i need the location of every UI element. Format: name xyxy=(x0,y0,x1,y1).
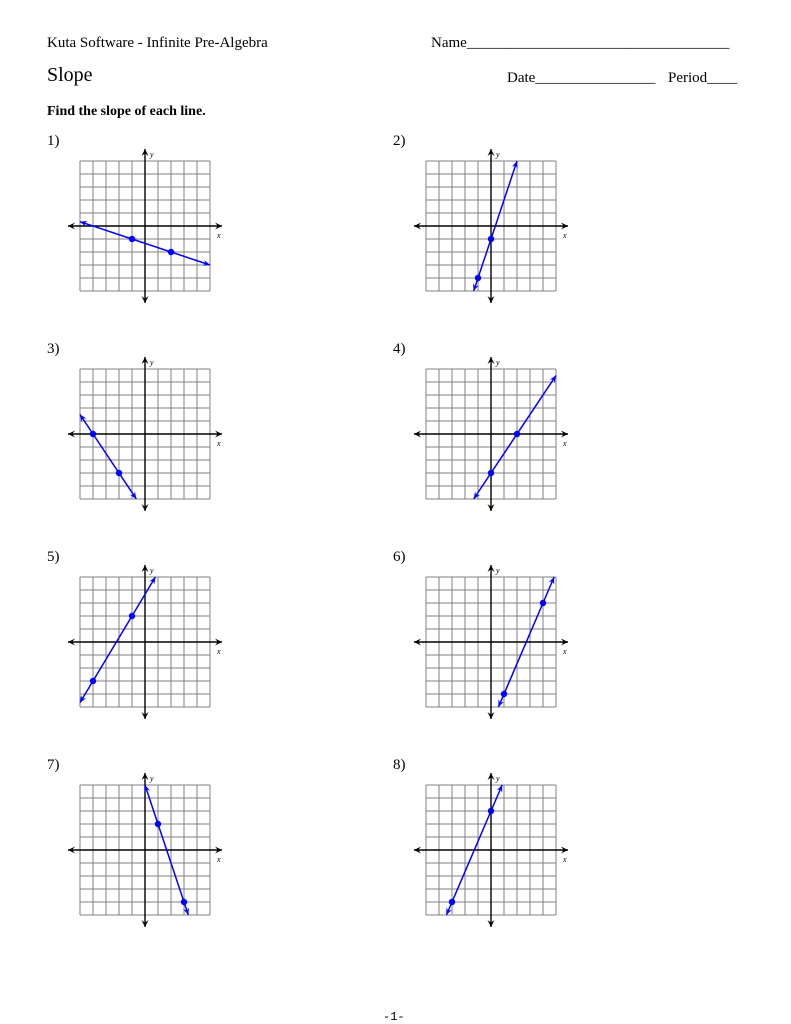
period-field[interactable]: Period____ xyxy=(668,70,738,86)
slope-line xyxy=(80,577,155,703)
worksheet-title: Slope xyxy=(47,64,93,86)
x-axis-label: x xyxy=(217,647,221,656)
problem-number: 6) xyxy=(393,549,406,565)
x-axis-label: x xyxy=(217,231,221,240)
problem-number: 8) xyxy=(393,757,406,773)
line-point xyxy=(129,236,135,242)
coordinate-graph xyxy=(408,351,574,517)
problem-number: 5) xyxy=(47,549,60,565)
line-arrow-icon xyxy=(474,492,480,499)
y-axis-label: y xyxy=(150,358,154,367)
coordinate-graph xyxy=(408,143,574,309)
line-point xyxy=(475,275,481,281)
line-point xyxy=(449,899,455,905)
x-axis-label: x xyxy=(563,439,567,448)
problem-number: 7) xyxy=(47,757,60,773)
instructions: Find the slope of each line. xyxy=(47,104,206,119)
coordinate-graph xyxy=(62,143,228,309)
y-axis-label: y xyxy=(150,566,154,575)
line-point xyxy=(488,236,494,242)
line-point xyxy=(90,431,96,437)
x-axis-label: x xyxy=(563,855,567,864)
line-point xyxy=(181,899,187,905)
line-point xyxy=(129,613,135,619)
line-point xyxy=(90,678,96,684)
line-point xyxy=(488,470,494,476)
problem-number: 2) xyxy=(393,133,406,149)
slope-line xyxy=(474,376,556,500)
y-axis-label: y xyxy=(150,774,154,783)
y-axis-label: y xyxy=(496,150,500,159)
line-point xyxy=(168,249,174,255)
page-number: -1- xyxy=(383,1010,405,1024)
date-field[interactable]: Date________________ xyxy=(507,70,656,86)
software-title: Kuta Software - Infinite Pre-Algebra xyxy=(47,35,268,51)
coordinate-graph xyxy=(408,767,574,933)
line-point xyxy=(116,470,122,476)
coordinate-graph xyxy=(62,559,228,725)
line-point xyxy=(514,431,520,437)
y-axis-label: y xyxy=(496,358,500,367)
x-axis-label: x xyxy=(217,439,221,448)
problem-number: 4) xyxy=(393,341,406,357)
line-arrow-icon xyxy=(130,492,136,499)
y-axis-label: y xyxy=(496,566,500,575)
line-point xyxy=(501,691,507,697)
line-point xyxy=(155,821,161,827)
y-axis-label: y xyxy=(496,774,500,783)
x-axis-label: x xyxy=(563,647,567,656)
coordinate-graph xyxy=(62,351,228,517)
line-point xyxy=(488,808,494,814)
name-field[interactable]: Name___________________________________ xyxy=(431,35,730,51)
x-axis-label: x xyxy=(217,855,221,864)
problem-number: 1) xyxy=(47,133,60,149)
problem-number: 3) xyxy=(47,341,60,357)
coordinate-graph xyxy=(408,559,574,725)
coordinate-graph xyxy=(62,767,228,933)
x-axis-label: x xyxy=(563,231,567,240)
y-axis-label: y xyxy=(150,150,154,159)
line-point xyxy=(540,600,546,606)
